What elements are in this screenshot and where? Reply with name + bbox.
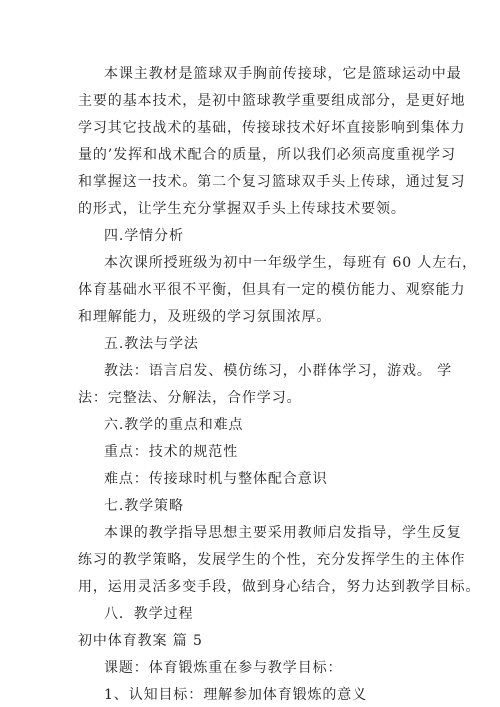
- section-4-heading: 四.学情分析: [104, 228, 184, 244]
- section-4-line-1: 本次课所授班级为初中一年级学生，每班有 60 人左右，: [104, 255, 478, 271]
- goal-1-line: 1、认知目标：理解参加体育锻炼的意义: [104, 687, 368, 703]
- section-6-heading: 六.教学的重点和难点: [104, 417, 244, 433]
- section-5-heading: 五.教法与学法: [104, 336, 199, 352]
- intro-line-1: 本课主教材是篮球双手胸前传接球，它是篮球运动中最: [104, 66, 462, 82]
- section-7-line-2: 练习的教学策略，发展学生的个性，充分发挥学生的主体作: [78, 552, 466, 568]
- intro-line-2: 主要的基本技术，是初中篮球教学重要组成部分，是更好地: [78, 93, 466, 109]
- intro-line-4: 量的’发挥和战术配合的质量，所以我们必须高度重视学习: [78, 147, 456, 163]
- plan-title: 初中体育教案 篇 5: [78, 633, 203, 649]
- section-5-line-2: 法：完整法、分解法，合作学习。: [78, 390, 302, 406]
- section-5-line-1: 教法：语言启发、模仿练习，小群体学习，游戏。 学: [104, 363, 453, 379]
- section-6-difficulty: 难点：传接球时机与整体配合意识: [104, 471, 328, 487]
- intro-line-3: 学习其它技战术的基础，传接球技术好坏直接影响到集体力: [78, 120, 466, 136]
- section-4-line-2: 体育基础水平很不平衡，但具有一定的模仿能力、观察能力: [78, 282, 466, 298]
- section-7-line-3: 用，运用灵活多变手段，做到身心结合，努力达到教学目标。: [78, 579, 481, 595]
- section-4-line-3: 和理解能力，及班级的学习氛围浓厚。: [78, 309, 332, 325]
- intro-line-6: 的形式，让学生充分掌握双手头上传球技术要领。: [78, 201, 406, 217]
- section-6-key-point: 重点：技术的规范性: [104, 444, 239, 460]
- section-7-line-1: 本课的教学指导思想主要采用教师启发指导，学生反复: [104, 525, 462, 541]
- section-8-heading: 八．教学过程: [104, 606, 194, 622]
- topic-line: 课题：体育锻炼重在参与教学目标：: [104, 660, 343, 676]
- intro-line-5: 和掌握这一技术。第二个复习篮球双手头上传球，通过复习: [78, 174, 466, 190]
- section-7-heading: 七.教学策略: [104, 498, 184, 514]
